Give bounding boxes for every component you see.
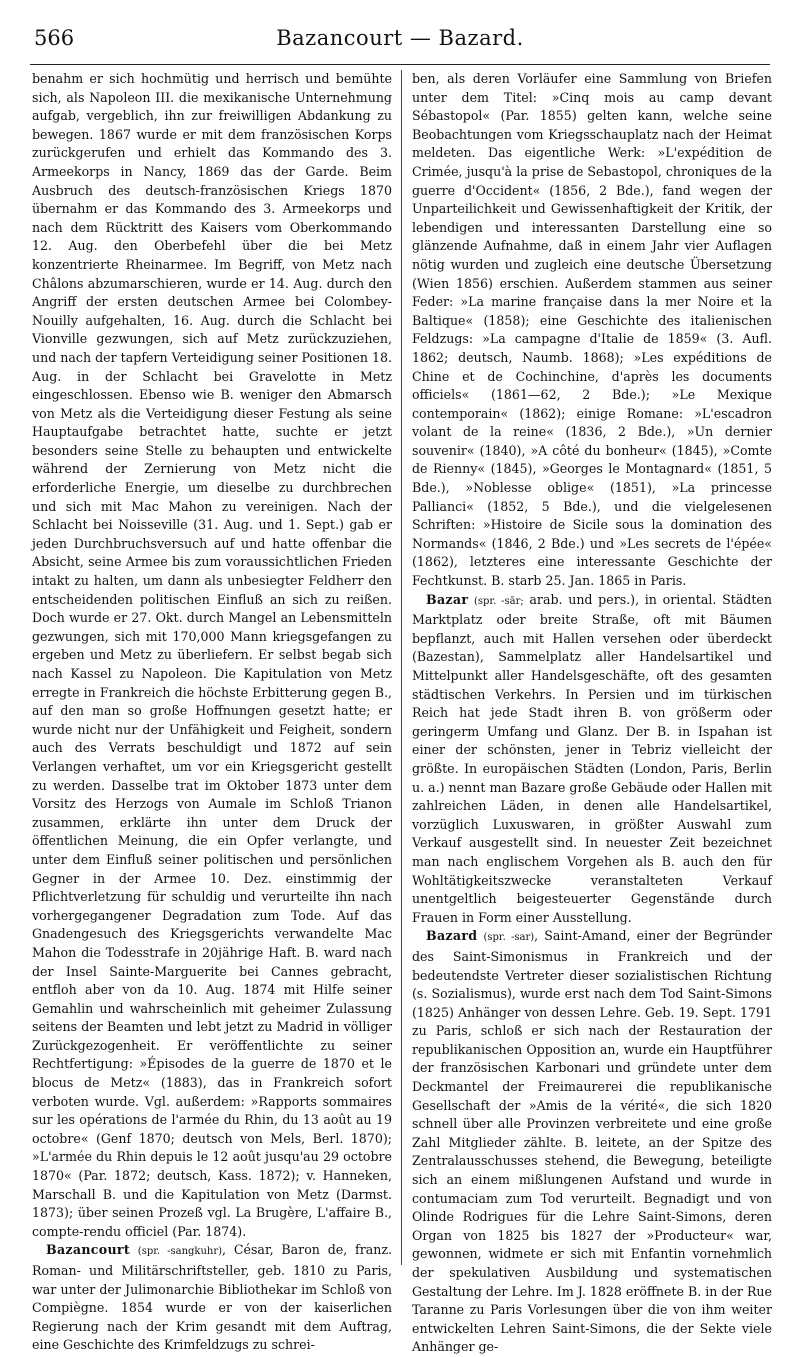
page-header — [30, 26, 770, 60]
entry-lemma: Bazard — [426, 928, 478, 944]
entry-lemma: Bazancourt — [46, 1242, 130, 1258]
continued-paragraph: ben, als deren Vorläufer eine Sammlung von Briefen unter dem Titel: »Cinq mois au camp devant Sébastopol« (Par. 1855) gelten kann, welche seine Beobachtungen vom Kriegsschauplatz nach der Heimat meldeten. Das eigentliche Werk: »L'expédition de Crimée, jusqu'à la prise de Sebastopol, chroniques de la guerre d'Occident« (1856, 2 Bde.), fand wegen der Unparteilichkeit und Gewissenhaftigkeit der Kritik, der lebendigen und interessanten Darstellung eine so glänzende Aufnahme, daß in einem Jahr vier Auflagen nötig wurden und zugleich eine deutsche Übersetzung (Wien 1856) erschien. Außerdem stammen aus seiner Feder: »La marine française dans la mer Noire et la Baltique« (1858); eine Geschichte des italienischen Feldzugs: »La campagne d'Italie de 1859« (3. Aufl. 1862; deutsch, Naumb. 1868); »Les expéditions de Chine et de Cochinchine, d'après les documents officiels« (1861—62, 2 Bde.); »Le Mexique contemporain« (1862); einige Romane: »L'escadron volant de la reine« (1836, 2 Bde.), »Un dernier souvenir« (1840), »A côté du bonheur« (1845), »Comte de Rienny« (1845), »Georges le Montagnard« (1851, 5 Bde.), »Noblesse oblige« (1851), »La princesse Pallianci« (1852, 5 Bde.), und die vielgelesenen Schriften: »Histoire de Sicile sous la domination des Normands« (1846, 2 Bde.) und »Les secrets de l'épée« (1862), letzteres eine interessante Geschichte der Fechtkunst. B. starb 25. Jan. 1865 in Paris. — [412, 71, 772, 589]
header-rule — [30, 64, 770, 65]
entry-text: , César, Baron de, franz. Roman- und Militärschriftsteller, geb. 1810 zu Paris, war unter der Julimonarchie Bibliothekar im Schloß von Compiègne. 1854 wurde er von der kaiserlichen Regierung nach der Krim gesandt mit dem Auftrag, eine Geschichte des Krimfeldzugs zu schrei- — [32, 1242, 392, 1353]
entry-bazard — [412, 927, 772, 1357]
entry-text: arab. und pers.), in oriental. Städten Marktplatz oder breite Straße, oft mit Bäumen bepflanzt, auch mit Hallen versehen oder überdeckt (Bazestan), Sammelplatz aller Handelsartikel und Mittelpunkt aller Handelsgeschäfte, oft des gesamten städtischen Verkehrs. In Persien und im türkischen Reich hat jede Stadt ihren B. von größerm oder geringerm Umfang und Glanz. Der B. in Ispahan ist einer der schönsten, jener in Tebriz vielleicht der größte. In europäischen Städten (London, Paris, Berlin u. a.) nennt man Bazare große Gebäude oder Hallen mit zahlreichen Läden, in denen alle Handelsartikel, vorzüglich Luxuswaren, in größter Auswahl zum Verkauf ausgestellt sind. In neuester Zeit bezeichnet man nach englischem Vorgehen als B. auch den für Wohltätigkeitszwecke veranstalteten Verkauf unentgeltlich beigesteuerter Gegenstände durch Frauen in Form einer Ausstellung. — [412, 591, 772, 925]
page-number: 566 — [34, 26, 75, 50]
right-column — [412, 70, 772, 1355]
pronunciation-note: (spr. -sar) — [483, 932, 535, 944]
left-column — [32, 70, 392, 1353]
pronunciation-note: (spr. -sār; — [473, 595, 524, 607]
entry-bazancourt — [32, 1241, 392, 1355]
continued-paragraph: benahm er sich hochmütig und herrisch und bemühte sich, als Napoleon III. die mexikanische Unternehmung aufgab, vergeblich, ihn zur freiwilligen Abdankung zu bewegen. 1867 wurde er mit dem französischen Korps zurückgerufen und erhielt das Kommando des 3. Armeekorps in Nancy, 1869 das der Garde. Beim Ausbruch des deutsch-französischen Kriegs 1870 übernahm er das Kommando des 3. Armeekorps und nach dem Rücktritt des Kaisers vom Oberkommando 12. Aug. den Oberbefehl über die bei Metz konzentrierte Rheinarmee. Im Begriff, von Metz nach Châlons abzumarschieren, wurde er 14. Aug. durch den Angriff der ersten deutschen Armee bei Colombey-Nouilly aufgehalten, 16. Aug. durch die Schlacht bei Vionville gezwungen, sich auf Metz zurückzuziehen, und nach der tapfern Verteidigung seiner Positionen 18. Aug. in der Schlacht bei Gravelotte in Metz eingeschlossen. Ebenso wie B. weniger den Abmarsch von Metz als die Verteidigung dieser Festung als seine Hauptaufgabe betrachtet hatte, suchte er jetzt besonders seine Stelle zu behaupten und entwickelte während der Zernierung von Metz nicht die erforderliche Energie, um dieselbe zu durchbrechen und sich mit Mac Mahon zu vereinigen. Nach der Schlacht bei Noisseville (31. Aug. und 1. Sept.) gab er jeden Durchbruchsversuch auf und hatte offenbar die Absicht, seine Armee bis zum voraussichtlichen Frieden intakt zu halten, um dann als unbesiegter Feldherr den entscheidenden politischen Einfluß an sich zu reißen. Doch wurde er 27. Okt. durch Mangel an Lebensmitteln gezwungen, sich mit 170,000 Mann kriegsgefangen zu ergeben und Metz zu überliefern. Er selbst begab sich nach Kassel zu Napoleon. Die Kapitulation von Metz erregte in Frankreich die höchste Erbitterung gegen B., auf den man so große Hoffnungen gesetzt hatte; er wurde nicht nur der Unfähigkeit und Feigheit, sondern auch des Verrats beschuldigt und 1872 auf sein Verlangen verhaftet, um vor ein Kriegsgericht gestellt zu werden. Dasselbe trat im Oktober 1873 unter dem Vorsitz des Herzogs von Aumale im Schloß Trianon zusammen, erklärte ihn unter dem Druck der öffentlichen Meinung, die ein Opfer verlangte, und unter dem Einfluß seiner politischen und persönlichen Gegner in der Armee 10. Dez. einstimmig der Pflichtverletzung für schuldig und verurteilte ihn nach vorhergegangener Degradation zum Tode. Auf das Gnadengesuch des Kriegsgerichts verwandelte Mac Mahon die Todesstrafe in 20jährige Haft. B. ward nach der Insel Sainte-Marguerite bei Cannes gebracht, entfloh aber von da 10. Aug. 1874 mit Hilfe seiner Gemahlin und wahrscheinlich mit geheimer Zulassung seitens der Beamten und lebt jetzt zu Madrid in völliger Zurückgezogenheit. Er veröffentlichte zu seiner Rechtfertigung: »Épisodes de la guerre de 1870 et le blocus de Metz« (1883), das in Frankreich sofort verboten wurde. Vgl. außerdem: »Rapports sommaires sur les opérations de l'armée du Rhin, du 13 août au 19 octobre« (Genf 1870; deutsch von Mels, Berl. 1870); »L'armée du Rhin depuis le 12 août jusqu'au 29 octobre 1870« (Par. 1872; deutsch, Kass. 1872); v. Hanneken, Marschall B. und die Kapitulation von Metz (Darmst. 1873); über seinen Prozeß vgl. La Brugère, L'affaire B., compte-rendu officiel (Par. 1874). — [32, 71, 392, 1239]
column-divider — [401, 70, 402, 1265]
entry-bazar — [412, 591, 772, 928]
entry-text: , Saint-Amand, einer der Begründer des Saint-Simonismus in Frankreich und der bedeutendste Vertreter dieser sozialistischen Richtung (s. Sozialismus), wurde erst nach dem Tod Saint-Simons (1825) Anhänger von dessen Lehre. Geb. 19. Sept. 1791 zu Paris, schloß er sich nach der Restauration der republikanischen Opposition an, wurde ein Hauptführer der französischen Karbonari und gründete unter dem Deckmantel der Freimaurerei die republikanische Gesellschaft der »Amis de la vérité«, die sich 1820 schnell über alle Provinzen verbreitete und eine große Zahl Mitglieder zählte. B. leitete, an der Spitze des Zentralausschusses stehend, die Bewegung, beteiligte sich an einem mißlungenen Aufstand und wurde in contumaciam zum Tod verurteilt. Begnadigt und von Olinde Rodrigues für die Lehre Saint-Simons, deren Organ von 1825 bis 1827 der »Producteur« war, gewonnen, widmete er sich mit Enfantin vornehmlich der spekulativen Ausbildung und systematischen Gestaltung der Lehre. Im J. 1828 eröffnete B. in der Rue Taranne zu Paris Vorlesungen über die von ihm weiter entwickelten Lehren Saint-Simons, die der Sekte viele Anhänger ge- — [412, 928, 772, 1355]
running-head: Bazancourt — Bazard. — [276, 26, 524, 50]
entry-lemma: Bazar — [426, 591, 469, 607]
pronunciation-note: (spr. -sangkuhr) — [137, 1246, 223, 1258]
